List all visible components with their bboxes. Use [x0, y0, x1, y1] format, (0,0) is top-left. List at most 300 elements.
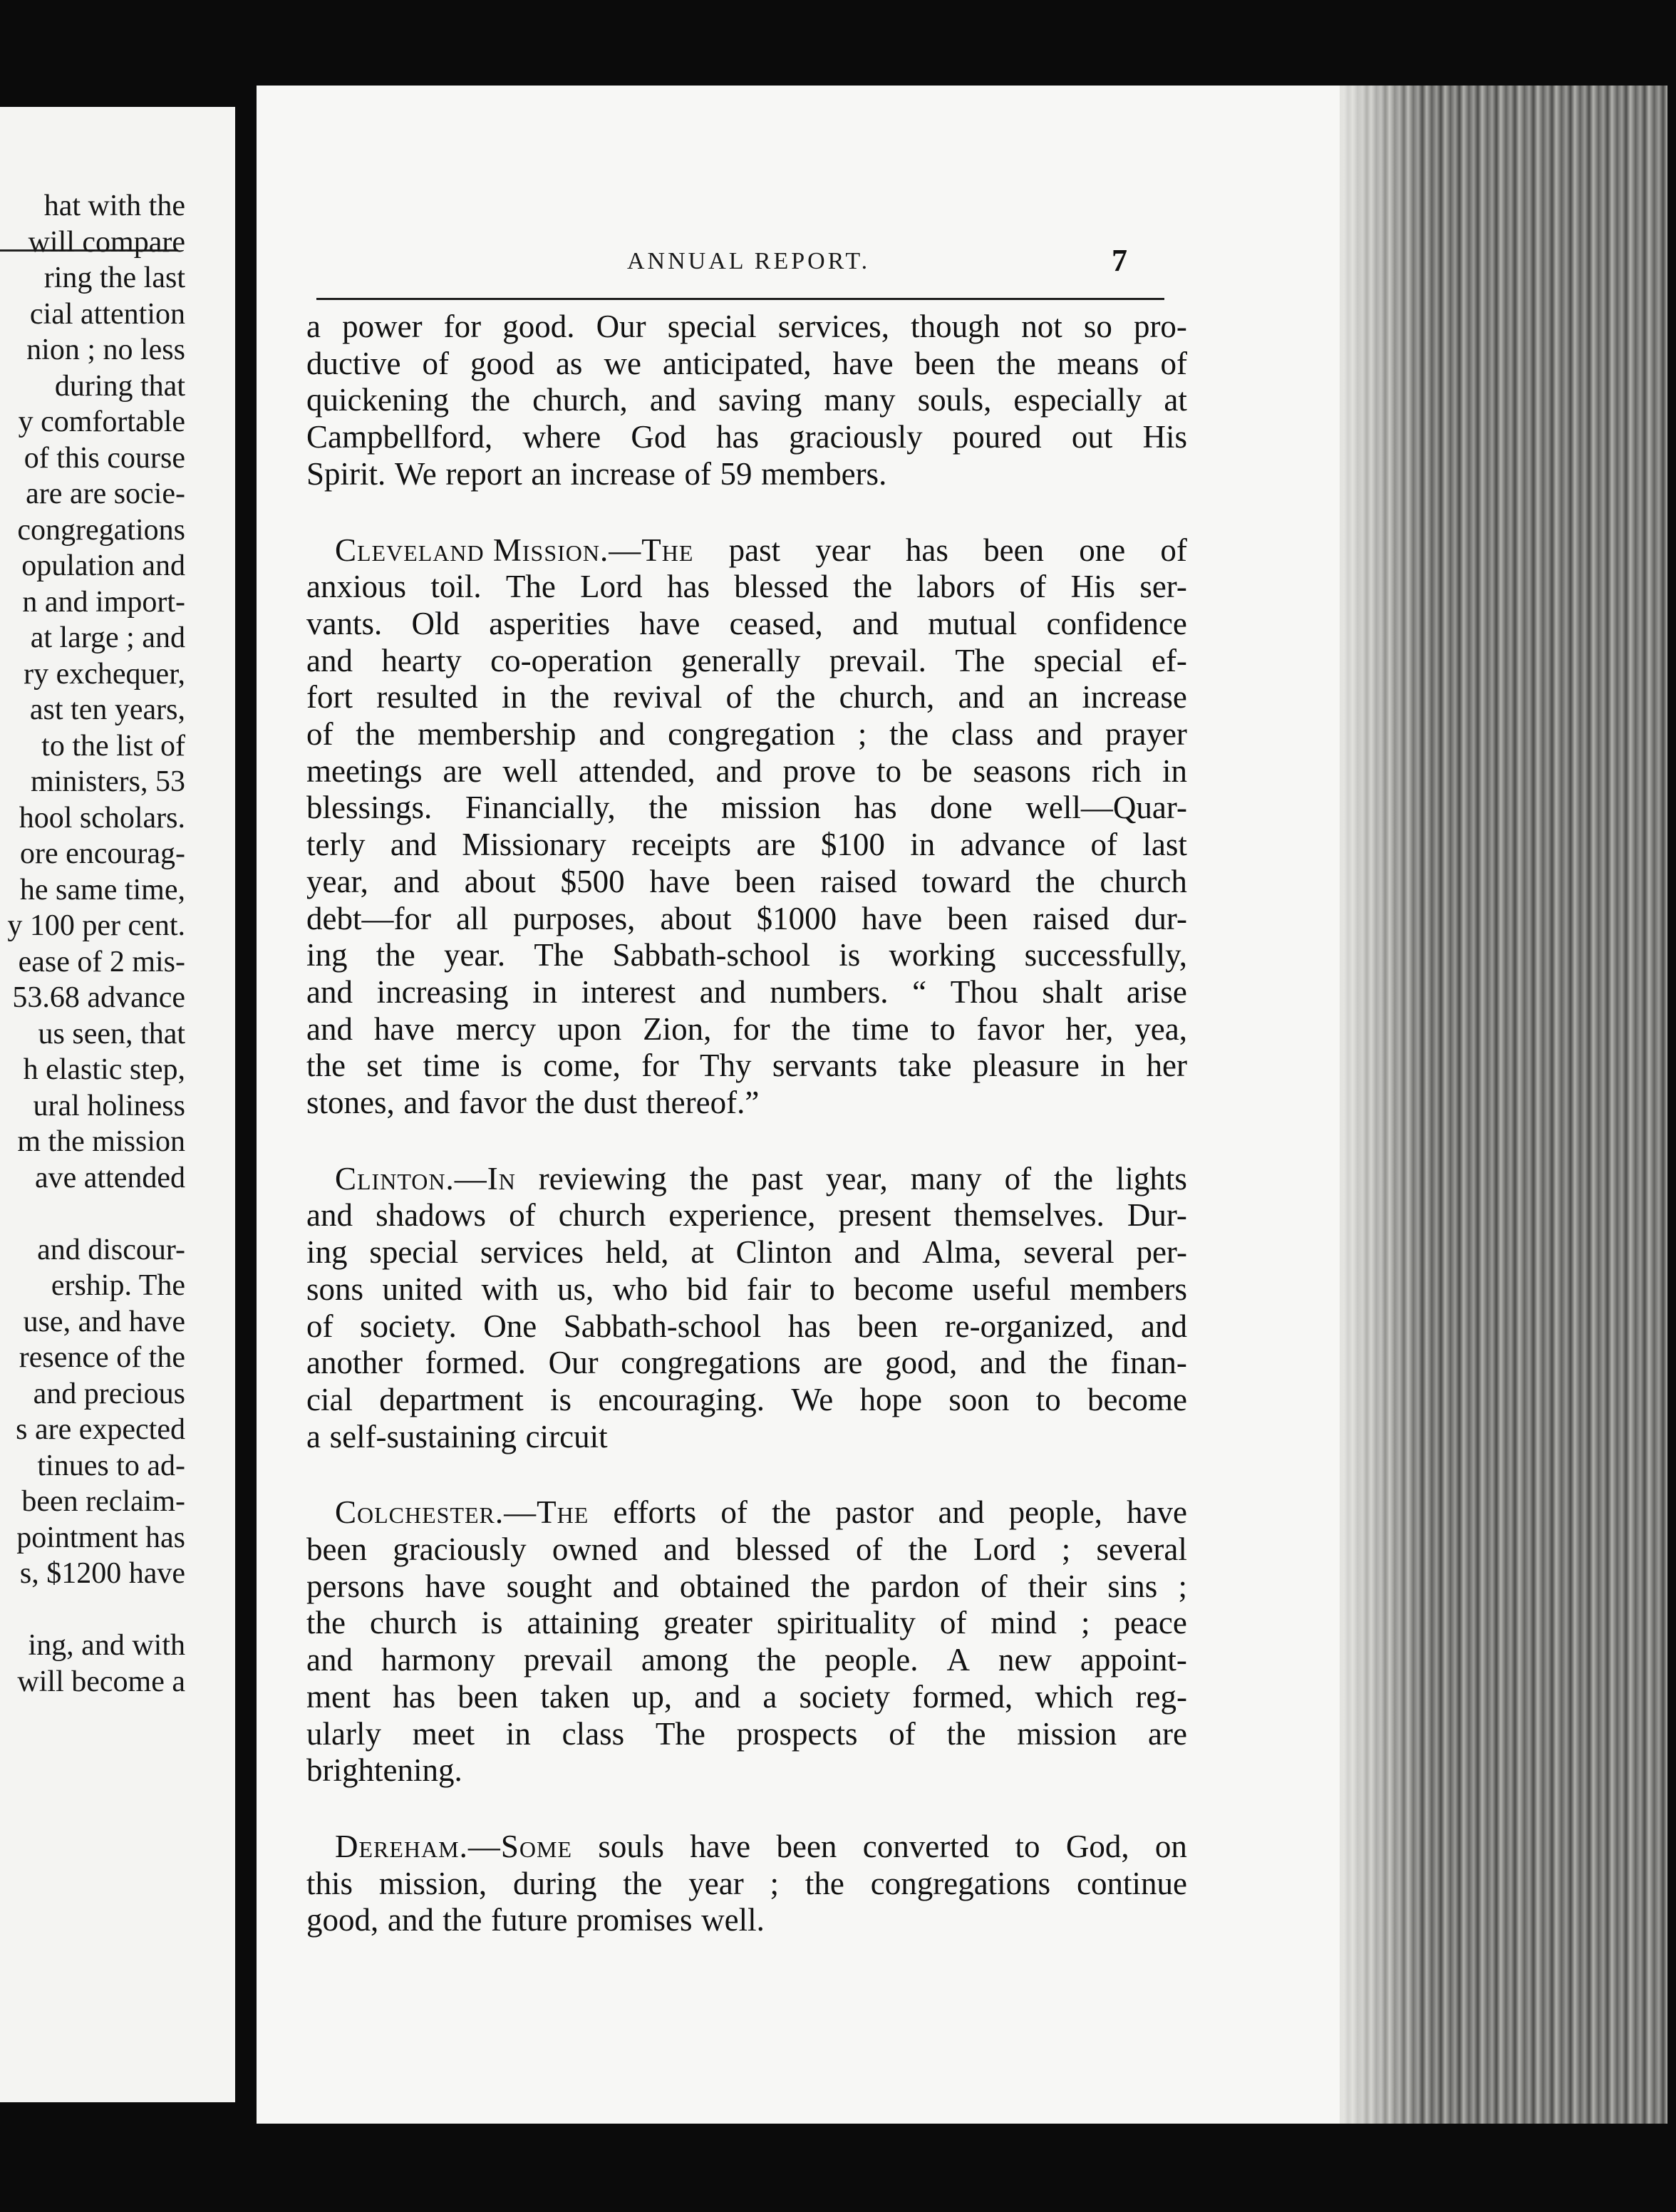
- word: means: [1057, 345, 1139, 381]
- word: for: [733, 1011, 770, 1047]
- word: the: [1054, 1160, 1093, 1197]
- paragraph-line: [306, 1045, 1187, 1085]
- word: $1000: [756, 900, 837, 936]
- paragraph-line: [306, 1269, 1187, 1309]
- word: ;: [857, 716, 867, 752]
- word: meetings: [306, 753, 423, 789]
- word: promises: [576, 1902, 693, 1938]
- word: encouraging.: [598, 1381, 765, 1417]
- word: set: [366, 1048, 403, 1084]
- word: been: [914, 345, 976, 381]
- word: done: [930, 790, 993, 826]
- word: to: [1015, 1828, 1040, 1864]
- word: been: [735, 863, 796, 899]
- word: cial: [306, 1381, 353, 1417]
- left-page-line: ave attended: [34, 1161, 185, 1194]
- word: of: [720, 1494, 748, 1531]
- word: the: [306, 1048, 346, 1084]
- word: well.: [701, 1902, 765, 1938]
- word: co-operation: [490, 642, 653, 678]
- word: to: [876, 753, 902, 789]
- word: has: [666, 569, 710, 605]
- word: bid: [686, 1271, 728, 1307]
- paragraph-line: [306, 604, 1187, 644]
- word: time: [852, 1011, 909, 1047]
- paragraph-line: [306, 1009, 1187, 1049]
- word: debt—for: [306, 900, 431, 936]
- word: of: [1004, 1160, 1032, 1197]
- word: the: [623, 1865, 663, 1901]
- word: has: [854, 790, 897, 826]
- word: been: [306, 1531, 367, 1567]
- page-fore-edge-shadow: [1340, 86, 1425, 2124]
- word: and: [393, 863, 440, 899]
- left-page-line: 53.68 advance: [12, 981, 185, 1014]
- word: in: [1100, 1048, 1126, 1084]
- paragraph-line: [306, 899, 1187, 939]
- word: of: [306, 1308, 333, 1344]
- word: reviewing: [538, 1160, 667, 1197]
- word: blessings.: [306, 790, 433, 826]
- word: formed,: [912, 1678, 1013, 1715]
- word: vants.: [306, 605, 383, 641]
- word: dur-: [1134, 900, 1187, 936]
- word: hope: [859, 1381, 923, 1417]
- paragraph-line: [306, 306, 1187, 346]
- word: where: [522, 419, 601, 455]
- word: the: [550, 679, 590, 715]
- word: the: [1048, 1345, 1088, 1381]
- left-page-line: cial attention: [29, 297, 185, 331]
- word: His: [1142, 419, 1187, 455]
- word: been: [857, 1308, 919, 1344]
- word: of: [1160, 532, 1187, 568]
- header-rule: [316, 298, 1164, 300]
- left-page-line: ership. The: [51, 1269, 185, 1302]
- word: has: [787, 1308, 831, 1344]
- left-page-line: tinues to ad-: [37, 1449, 185, 1482]
- word: Lord: [973, 1531, 1036, 1567]
- left-page-line: and discour-: [37, 1233, 185, 1266]
- word: confidence: [1046, 605, 1187, 641]
- paragraph-line: [306, 1640, 1187, 1680]
- word: self-sustaining: [329, 1418, 517, 1454]
- word: increasing: [376, 973, 509, 1010]
- word: harmony: [381, 1642, 495, 1678]
- word: have: [1127, 1494, 1187, 1531]
- paragraph-line: [306, 641, 1187, 681]
- word: her: [1146, 1048, 1187, 1084]
- word: the: [776, 679, 816, 715]
- word: ularly: [306, 1715, 381, 1752]
- paragraph-line: [306, 862, 1187, 901]
- paragraph-first-line: [335, 1159, 1187, 1199]
- word: toil.: [430, 569, 482, 605]
- section-heading: Colchester.—The: [335, 1494, 589, 1531]
- word: ceased,: [729, 605, 823, 641]
- word: at: [1164, 382, 1187, 418]
- word: “: [912, 973, 927, 1010]
- word: and: [649, 382, 696, 418]
- word: graciously: [393, 1531, 527, 1567]
- left-page-line: opulation and: [21, 549, 185, 582]
- word: during: [513, 1865, 597, 1901]
- left-page-line: are are socie-: [26, 477, 185, 510]
- word: well—Quar-: [1025, 790, 1187, 826]
- word: year.: [443, 937, 506, 973]
- word: greater: [663, 1605, 752, 1641]
- page-number: 7: [1112, 243, 1127, 278]
- paragraph-line: [306, 935, 1187, 975]
- word: graciously: [789, 419, 923, 455]
- paragraph-line: [306, 751, 1187, 791]
- left-page-line: y comfortable: [18, 405, 185, 438]
- word: good,: [306, 1902, 379, 1938]
- word: dust: [584, 1085, 638, 1120]
- word: thereof.”: [646, 1085, 760, 1120]
- word: Clinton: [735, 1234, 832, 1271]
- word: have: [649, 863, 710, 899]
- word: ing: [306, 937, 348, 973]
- word: ing: [306, 1234, 348, 1271]
- paragraph-line: [306, 1566, 1187, 1606]
- word: Campbellford,: [306, 419, 493, 455]
- left-page-line: ry exchequer,: [24, 657, 185, 691]
- word: have: [832, 345, 894, 381]
- word: increase: [570, 455, 676, 492]
- word: past: [751, 1160, 803, 1197]
- word: themselves.: [953, 1197, 1105, 1234]
- word: report: [445, 455, 522, 492]
- word: mission,: [378, 1865, 487, 1901]
- word: reg-: [1135, 1678, 1187, 1715]
- word: One: [483, 1308, 537, 1344]
- word: are: [1148, 1715, 1187, 1752]
- word: is: [481, 1605, 503, 1641]
- word: Our: [548, 1345, 599, 1381]
- word: ser-: [1139, 569, 1187, 605]
- left-page-line: nion ; no less: [26, 334, 185, 366]
- word: ;: [770, 1865, 780, 1901]
- word: church: [558, 1197, 646, 1234]
- word: power: [342, 309, 423, 344]
- paragraph-line: [306, 787, 1187, 827]
- word: good,: [885, 1345, 958, 1381]
- word: generally: [681, 642, 801, 678]
- word: mission: [1017, 1715, 1117, 1752]
- paragraph-line: [306, 1900, 1187, 1940]
- word: and: [958, 679, 1005, 715]
- word: congregations: [621, 1345, 801, 1381]
- paragraph-first-line: [335, 1826, 1187, 1866]
- word: all: [456, 900, 489, 936]
- word: Thy: [700, 1048, 752, 1084]
- word: to: [1035, 1381, 1061, 1417]
- word: anticipated,: [662, 345, 812, 381]
- left-page-line: hat with the: [43, 190, 185, 222]
- word: last: [1142, 827, 1187, 863]
- word: of: [1160, 345, 1187, 381]
- word: experience,: [668, 1197, 816, 1234]
- word: of: [939, 1605, 967, 1641]
- left-page-line: he same time,: [19, 873, 185, 906]
- word: the: [946, 1715, 986, 1752]
- word: past: [728, 532, 781, 568]
- word: and: [852, 605, 899, 641]
- word: out: [1071, 419, 1113, 455]
- word: favor: [458, 1085, 527, 1120]
- word: and: [612, 1568, 659, 1604]
- paragraph-line: [306, 417, 1187, 457]
- word: in: [532, 973, 558, 1010]
- word: obtained: [679, 1568, 790, 1604]
- word: new: [998, 1642, 1052, 1678]
- left-page-line: ural holiness: [33, 1089, 185, 1122]
- word: working: [889, 937, 996, 973]
- word: asperities: [489, 605, 611, 641]
- word: prevail: [523, 1642, 613, 1678]
- word: circuit: [525, 1418, 608, 1454]
- word: been: [947, 900, 1008, 936]
- left-page-line: been reclaim-: [21, 1485, 185, 1518]
- word: successfully,: [1024, 937, 1187, 973]
- paragraph-first-line: [335, 1492, 1187, 1532]
- word: of: [1019, 569, 1047, 605]
- word: many: [910, 1160, 982, 1197]
- paragraph-line: [306, 1677, 1187, 1717]
- word: people.: [824, 1642, 919, 1678]
- word: efforts: [613, 1494, 697, 1531]
- word: in: [501, 679, 527, 715]
- left-facing-page: [0, 107, 235, 2102]
- word: sought: [506, 1568, 592, 1604]
- left-page-line: during that: [54, 369, 185, 403]
- word: toward: [921, 863, 1011, 899]
- word: is: [550, 1381, 572, 1417]
- word: the: [689, 1160, 729, 1197]
- word: have: [425, 1568, 486, 1604]
- word: finan-: [1110, 1345, 1187, 1381]
- word: congregation: [668, 716, 836, 752]
- paragraph-first-line: [335, 530, 1187, 570]
- word: prove: [782, 753, 857, 789]
- word: terly: [306, 827, 366, 863]
- paragraph-line: [306, 1529, 1187, 1569]
- word: God: [631, 419, 686, 455]
- word: this: [306, 1865, 353, 1901]
- word: increase: [1082, 679, 1187, 715]
- paragraph-line: [306, 1380, 1187, 1420]
- word: the: [648, 790, 688, 826]
- word: year,: [306, 863, 368, 899]
- word: shadows: [376, 1197, 487, 1234]
- word: peace: [1114, 1605, 1187, 1641]
- word: have: [690, 1828, 751, 1864]
- word: have: [373, 1011, 435, 1047]
- word: the: [853, 569, 893, 605]
- word: raised: [820, 863, 897, 899]
- word: persons: [306, 1568, 405, 1604]
- word: of: [1090, 827, 1117, 863]
- word: present: [838, 1197, 931, 1234]
- word: The: [534, 937, 584, 973]
- paragraph-line: [306, 1714, 1187, 1754]
- word: ment: [306, 1678, 371, 1715]
- word: and: [306, 1197, 353, 1234]
- word: of: [306, 716, 333, 752]
- word: owned: [552, 1531, 638, 1567]
- word: and: [1036, 716, 1083, 752]
- word: and: [403, 1085, 450, 1120]
- word: mutual: [928, 605, 1018, 641]
- word: blessed: [735, 1531, 830, 1567]
- word: resulted: [376, 679, 478, 715]
- word: stones,: [306, 1085, 395, 1120]
- word: who: [612, 1271, 668, 1307]
- word: future: [491, 1902, 568, 1938]
- paragraph-line: [306, 343, 1187, 383]
- word: His: [1070, 569, 1115, 605]
- word: and: [938, 1494, 985, 1531]
- word: The: [655, 1715, 705, 1752]
- word: fort: [306, 679, 353, 715]
- word: pleasure: [972, 1048, 1080, 1084]
- left-page-line: of this course: [24, 441, 185, 475]
- word: Alma,: [922, 1234, 1002, 1271]
- paragraph-line: [306, 1417, 1187, 1457]
- word: in: [1162, 753, 1187, 789]
- word: Spirit.: [306, 455, 386, 492]
- word: sons: [306, 1271, 364, 1307]
- word: prayer: [1105, 716, 1187, 752]
- left-page-line: ease of 2 mis-: [18, 945, 185, 978]
- word: the: [996, 345, 1036, 381]
- word: we: [604, 345, 641, 381]
- word: to: [930, 1011, 956, 1047]
- word: of: [725, 679, 753, 715]
- word: Sabbath-school: [612, 937, 810, 973]
- left-page-line: and precious: [33, 1377, 185, 1410]
- paragraph-line: [306, 825, 1187, 864]
- word: pardon: [871, 1568, 960, 1604]
- word: Thou: [950, 973, 1018, 1010]
- word: several: [1096, 1531, 1187, 1567]
- word: is: [839, 937, 861, 973]
- word: Our: [596, 309, 646, 344]
- word: servants: [772, 1048, 878, 1084]
- word: become: [854, 1271, 954, 1307]
- paragraph-line: [306, 567, 1187, 606]
- word: to: [809, 1271, 835, 1307]
- word: and: [387, 1902, 434, 1938]
- word: taken: [540, 1678, 610, 1715]
- word: A: [946, 1642, 970, 1678]
- word: The: [505, 569, 556, 605]
- word: receipts: [631, 827, 732, 863]
- word: in: [910, 827, 936, 863]
- word: several: [1023, 1234, 1114, 1271]
- left-page-line: at large ; and: [30, 621, 185, 654]
- word: members.: [761, 455, 887, 492]
- word: an: [531, 455, 562, 492]
- word: pro-: [1133, 309, 1187, 344]
- paragraph-line: [306, 714, 1187, 754]
- word: souls,: [917, 382, 992, 418]
- running-head: ANNUAL REPORT.: [627, 248, 871, 274]
- word: ;: [1178, 1568, 1187, 1604]
- word: and: [663, 1531, 710, 1567]
- word: rich: [1092, 753, 1142, 789]
- word: been: [983, 532, 1045, 568]
- word: which: [1035, 1678, 1114, 1715]
- word: blessed: [734, 569, 829, 605]
- word: souls: [598, 1828, 664, 1864]
- word: attaining: [527, 1605, 639, 1641]
- word: department: [379, 1381, 524, 1417]
- left-page-line: will compare: [28, 225, 185, 259]
- word: We: [394, 455, 437, 492]
- word: been: [457, 1678, 519, 1715]
- word: God,: [1065, 1828, 1129, 1864]
- word: advance: [960, 827, 1066, 863]
- left-page-line: pointment has: [16, 1521, 185, 1554]
- word: yea,: [1134, 1011, 1187, 1047]
- left-page-line: m the mission: [17, 1125, 185, 1158]
- paragraph-line: [306, 1232, 1187, 1272]
- word: good.: [502, 309, 575, 344]
- word: spirituality: [776, 1605, 916, 1641]
- paragraph-line: [306, 677, 1187, 717]
- word: and: [599, 716, 646, 752]
- left-page-line: h elastic step,: [23, 1053, 185, 1086]
- word: and: [1140, 1308, 1187, 1344]
- word: pastor: [835, 1494, 914, 1531]
- word: a: [306, 309, 321, 344]
- word: We: [791, 1381, 834, 1417]
- left-page-line: n and import-: [22, 585, 185, 619]
- word: at: [690, 1234, 714, 1271]
- left-page-line: s are expected: [16, 1413, 185, 1446]
- section-heading: Clinton.—In: [335, 1160, 516, 1197]
- word: the: [306, 1605, 346, 1641]
- word: be: [922, 753, 953, 789]
- left-page-line: ore encourag-: [19, 837, 185, 870]
- word: about: [660, 900, 732, 936]
- word: services: [480, 1234, 584, 1271]
- word: poured: [952, 419, 1042, 455]
- word: of: [422, 345, 449, 381]
- word: the: [356, 716, 395, 752]
- word: and: [854, 1234, 901, 1271]
- word: have: [862, 900, 923, 936]
- word: time: [423, 1048, 480, 1084]
- word: continue: [1077, 1865, 1187, 1901]
- word: well: [502, 753, 558, 789]
- word: Financially,: [465, 790, 616, 826]
- word: mercy: [455, 1011, 537, 1047]
- word: people,: [1008, 1494, 1102, 1531]
- word: her,: [1065, 1011, 1114, 1047]
- word: meet: [412, 1715, 475, 1752]
- left-page-line: us seen, that: [38, 1017, 185, 1050]
- word: a: [306, 1418, 321, 1454]
- word: arise: [1126, 973, 1187, 1010]
- word: appoint-: [1080, 1642, 1187, 1678]
- word: interest: [581, 973, 676, 1010]
- word: members: [1070, 1271, 1187, 1307]
- paragraph-line: [306, 1750, 1187, 1790]
- word: and: [306, 642, 353, 678]
